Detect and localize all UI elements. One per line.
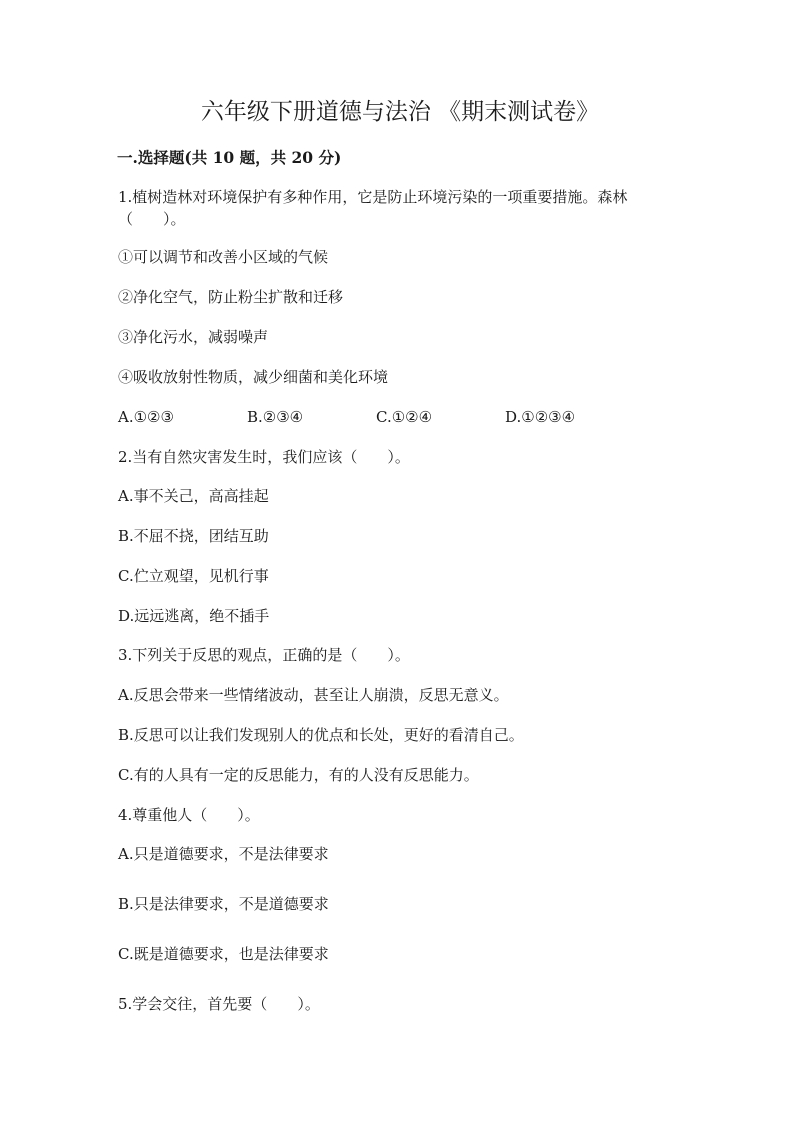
question-4-option-a[interactable]: A.只是道德要求，不是法律要求 (118, 845, 329, 863)
question-2-option-d[interactable]: D.远远逃离，绝不插手 (118, 607, 270, 625)
question-5-stem: 5.学会交往，首先要（ ）。 (118, 995, 320, 1013)
question-2-option-c[interactable]: C.伫立观望，见机行事 (118, 567, 269, 585)
question-3-option-b[interactable]: B.反思可以让我们发现别人的优点和长处，更好的看清自己。 (118, 726, 524, 744)
question-2-option-b[interactable]: B.不屈不挠，团结互助 (118, 527, 269, 545)
question-1-item-3: ③净化污水，减弱噪声 (118, 328, 269, 346)
question-3-stem: 3.下列关于反思的观点，正确的是（ ）。 (118, 646, 410, 664)
question-1-option-c[interactable]: C.①②④ (376, 408, 433, 426)
question-3-option-c[interactable]: C.有的人具有一定的反思能力，有的人没有反思能力。 (118, 766, 479, 784)
question-1-options (118, 406, 678, 428)
question-1-item-1: ①可以调节和改善小区域的气候 (118, 248, 329, 266)
section-heading: 一.选择题(共 10 题，共 20 分) (117, 148, 342, 167)
question-1-option-b[interactable]: B.②③④ (247, 408, 304, 426)
question-4-option-c[interactable]: C.既是道德要求，也是法律要求 (118, 945, 329, 963)
question-1-item-4: ④吸收放射性物质，减少细菌和美化环境 (118, 368, 389, 386)
question-1-item-2: ②净化空气，防止粉尘扩散和迁移 (118, 288, 344, 306)
question-4-stem: 4.尊重他人（ ）。 (118, 806, 260, 824)
page-title: 六年级下册道德与法治 《期末测试卷》 (200, 99, 600, 125)
question-1-stem: 1.植树造林对环境保护有多种作用，它是防止环境污染的一项重要措施。森林（ ）。 (118, 188, 628, 228)
question-2-option-a[interactable]: A.事不关己，高高挂起 (118, 487, 269, 505)
question-4-option-b[interactable]: B.只是法律要求，不是道德要求 (118, 895, 329, 913)
question-1-option-d[interactable]: D.①②③④ (505, 408, 576, 426)
question-2-stem: 2.当有自然灾害发生时，我们应该（ ）。 (118, 448, 410, 466)
question-1-option-a[interactable]: A.①②③ (118, 408, 174, 426)
question-3-option-a[interactable]: A.反思会带来一些情绪波动，甚至让人崩溃，反思无意义。 (118, 686, 509, 704)
